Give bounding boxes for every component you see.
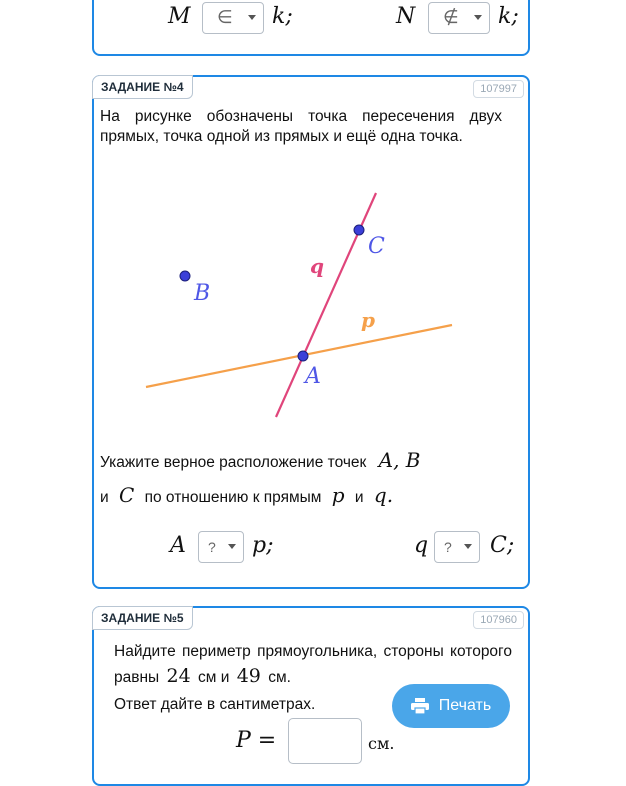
- point-b: [180, 271, 190, 281]
- label-a: A: [305, 364, 321, 389]
- print-button-label: Печать: [438, 697, 492, 714]
- print-button[interactable]: [392, 684, 510, 728]
- label-p: p: [361, 308, 375, 332]
- task-4-text: На рисунке обозначены точка пересечения двух прямых, точка одной из прямых и ещё одна точка.: [100, 108, 502, 145]
- answer-left-select-value: ?: [208, 539, 216, 555]
- task-5-text-1: Найдите периметр прямоугольника, стороны которого равны: [114, 643, 512, 686]
- answer-unit: см.: [368, 734, 395, 753]
- point-a: [298, 351, 308, 361]
- printer-icon: [411, 698, 429, 714]
- answer-left-select[interactable]: [198, 531, 244, 563]
- answer-left-var: A: [170, 533, 186, 558]
- question-text-2: по отношению к прямым: [144, 489, 322, 506]
- answer-left-line: p;: [252, 533, 274, 558]
- task-5-label: ЗАДАНИЕ №5: [92, 606, 193, 630]
- answer-right-point: C;: [490, 533, 515, 558]
- prev-right-var: N: [396, 4, 416, 29]
- label-c: C: [368, 234, 385, 259]
- task-4-card: [92, 75, 530, 589]
- prev-right-select[interactable]: [428, 2, 490, 34]
- answer-right-var: q: [414, 533, 429, 558]
- question-and: и: [100, 489, 109, 506]
- task-5-value-b: 49: [236, 665, 261, 687]
- task-5-value-a: 24: [166, 665, 191, 687]
- task-5-id: 107960: [473, 611, 524, 629]
- geometry-figure: [94, 187, 528, 427]
- answer-input[interactable]: [288, 718, 362, 764]
- answer-right-select-value: ?: [444, 539, 452, 555]
- chevron-down-icon: [248, 15, 256, 20]
- question-and-2: и: [354, 489, 364, 506]
- prev-left-line: k;: [272, 4, 293, 29]
- previous-task-card: [92, 0, 530, 56]
- question-line-q: q.: [373, 483, 394, 507]
- task-4-question: [100, 444, 520, 514]
- prev-left-var: M: [168, 4, 191, 29]
- prev-right-select-value: ∉: [443, 7, 459, 27]
- task-5-unit-a: см и: [198, 669, 230, 686]
- task-4-label: ЗАДАНИЕ №4: [92, 75, 193, 99]
- point-c: [354, 225, 364, 235]
- question-points-ab: A, B: [378, 448, 421, 472]
- chevron-down-icon: [474, 15, 482, 20]
- prev-left-select-value: ∈: [217, 7, 233, 27]
- question-text-1: Укажите верное расположение точек: [100, 454, 367, 471]
- chevron-down-icon: [228, 544, 236, 549]
- question-line-p: p: [331, 483, 345, 507]
- prev-right-line: k;: [498, 4, 519, 29]
- question-point-c: C: [118, 483, 135, 507]
- answer-right-select[interactable]: [434, 531, 480, 563]
- label-b: B: [194, 281, 211, 306]
- prev-left-select[interactable]: [202, 2, 264, 34]
- task-5-unit-b: см.: [268, 669, 291, 686]
- task-5-instruction: Ответ дайте в сантиметрах.: [114, 696, 316, 713]
- task-4-id: 107997: [473, 80, 524, 98]
- chevron-down-icon: [464, 544, 472, 549]
- task-5-text: [114, 640, 512, 690]
- label-q: q: [310, 254, 324, 278]
- answer-label: P =: [236, 728, 277, 753]
- task-5-card: [92, 606, 530, 786]
